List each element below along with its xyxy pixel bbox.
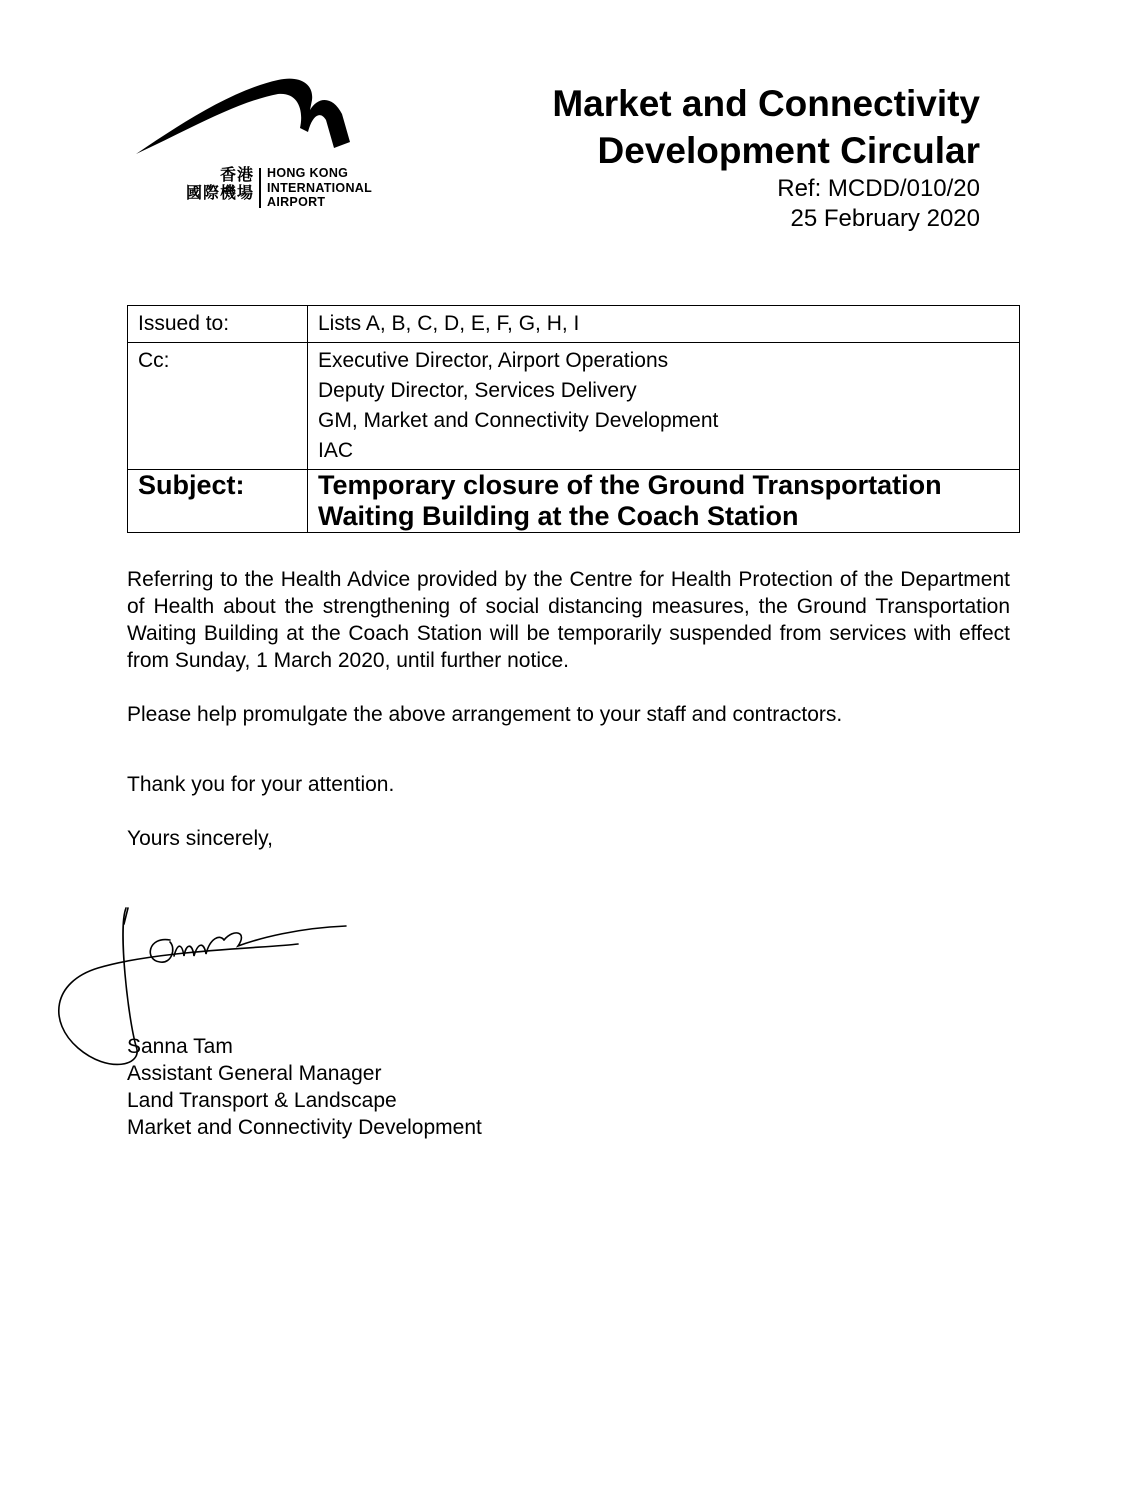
logo-divider xyxy=(259,168,261,208)
subject-value: Temporary closure of the Ground Transportation Waiting Building at the Coach Station xyxy=(308,470,1020,533)
circular-title: Market and Connectivity Development Circular xyxy=(552,83,980,171)
closing: Yours sincerely, xyxy=(127,827,273,850)
circular-reference xyxy=(777,174,980,234)
hkia-logo-icon xyxy=(128,70,358,162)
signatory-title: Assistant General Manager xyxy=(127,1062,382,1085)
issued-label: Issued to: xyxy=(128,306,308,343)
circular-date: 25 February 2020 xyxy=(790,205,980,232)
cc-label: Cc: xyxy=(128,343,308,470)
subject-row xyxy=(128,470,1020,533)
paragraph-request: Please help promulgate the above arrangement to your staff and contractors. xyxy=(127,703,843,726)
distribution-table xyxy=(127,305,1020,533)
paragraph-notice: Referring to the Health Advice provided by the Centre for Health Protection of the Department of Health about the strengthening of social distancing measures, the Ground Transportation Waiting Building at the Coach Station will be temporarily suspended from services with effect from Sunday, 1 March 2020, until further notice. xyxy=(127,568,1010,672)
cc-item: GM, Market and Connectivity Development xyxy=(318,409,719,432)
paragraph-thanks: Thank you for your attention. xyxy=(127,773,395,796)
subject-label: Subject: xyxy=(128,470,308,533)
reference-number: Ref: MCDD/010/20 xyxy=(777,175,980,202)
issued-value: Lists A, B, C, D, E, F, G, H, I xyxy=(308,306,1020,343)
signatory-block xyxy=(127,1033,482,1141)
issued-row xyxy=(128,306,1020,343)
hkia-logo xyxy=(128,70,418,220)
signatory-dept: Land Transport & Landscape xyxy=(127,1089,397,1112)
signatory-division: Market and Connectivity Development xyxy=(127,1116,482,1139)
cc-item: Deputy Director, Services Delivery xyxy=(318,379,637,402)
logo-chinese-text: 香港 國際機場 xyxy=(185,167,254,202)
letter-body xyxy=(127,566,1010,850)
signatory-name: Sanna Tam xyxy=(127,1035,233,1058)
cc-item: IAC xyxy=(318,439,354,462)
cc-item: Executive Director, Airport Operations xyxy=(318,349,669,372)
cc-row xyxy=(128,343,1020,470)
cc-list xyxy=(308,343,1020,470)
logo-english-text: HONG KONG INTERNATIONAL AIRPORT xyxy=(267,166,373,209)
